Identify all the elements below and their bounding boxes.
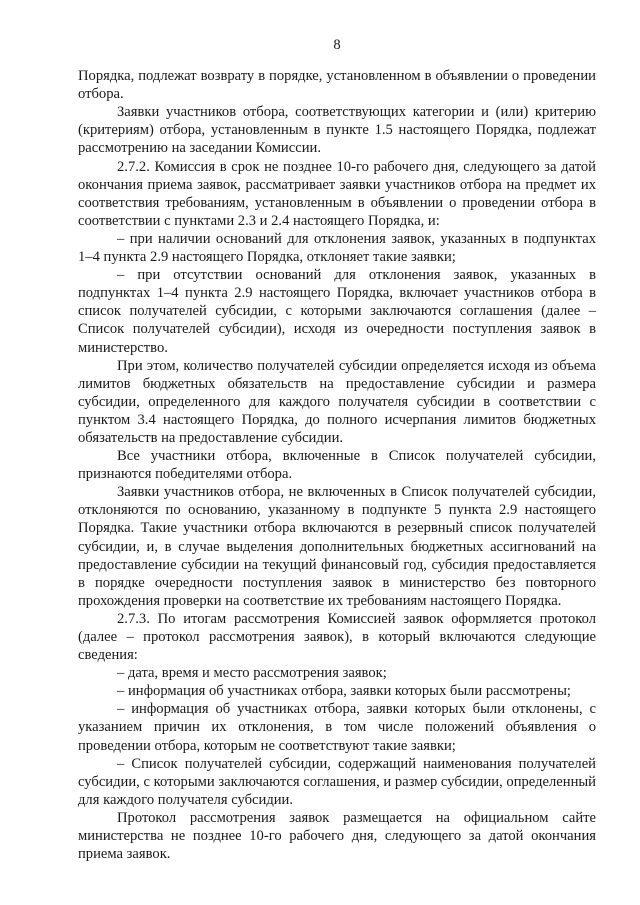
paragraph-section-2-7-3: 2.7.3. По итогам рассмотрения Комиссией заявок оформляется протокол (далее – протокол рассмотрения заявок), в который включаются следующие сведения:	[78, 610, 596, 664]
paragraph-reserve-list: Заявки участников отбора, не включенных в Список получателей субсидии, отклоняются по основанию, указанному в подпункте 5 пункта 2.9 настоящего Порядка. Такие участники отбора включаются в резервный список получателей субсидии, и, в случае выделения дополнительных бюджетных ассигнований на предоставление субсидии на текущий финансовый год, субсидия предоставляется в порядке очередности поступления заявок в министерство без повторного прохождения проверки на соответствие их требованиям настоящего Порядка.	[78, 484, 596, 609]
list-item-rejection-grounds: – при наличии оснований для отклонения заявок, указанных в подпунктах 1–4 пункта 2.9 настоящего Порядка, отклоняет такие заявки;	[78, 230, 596, 266]
paragraph-recipient-count: При этом, количество получателей субсидии определяется исходя из объема лимитов бюджетных обязательств на предоставление субсидии и размера субсидии, определенного для каждого получателя субсидии в соответствии с пунктом 3.4 настоящего Порядка, до полного исчерпания лимитов бюджетных обязательств на предоставление субсидии.	[78, 357, 596, 446]
document-page	[78, 36, 596, 863]
paragraph-winners: Все участники отбора, включенные в Список получателей субсидии, признаются победителями отбора.	[78, 448, 596, 483]
page-number: 8	[333, 37, 341, 53]
paragraph-continuation: Порядка, подлежат возврату в порядке, установленном в объявлении о проведении отбора.	[78, 68, 596, 103]
list-item-date-time-place: – дата, время и место рассмотрения заявок;	[117, 665, 387, 682]
paragraph-section-2-7-2: 2.7.2. Комиссия в срок не позднее 10-го рабочего дня, следующего за датой окончания приема заявок, рассматривает заявки участников отбора на предмет их соответствия требованиям, установленным в объявлении о проведении отбора в соответствии с пунктами 2.3 и 2.4 настоящего Порядка, и:	[78, 158, 596, 229]
list-item-reviewed-participants: – информация об участниках отбора, заявки которых были рассмотрены;	[117, 683, 571, 700]
paragraph-applications-review: Заявки участников отбора, соответствующих категории и (или) критерию (критериям) отбора, установленным в пункте 1.5 настоящего Порядка, подлежат рассмотрению на заседании Комиссии.	[78, 104, 596, 157]
paragraph-protocol-publication: Протокол рассмотрения заявок размещается на официальном сайте министерства не позднее 10-го рабочего дня, следующего за датой окончания приема заявок.	[78, 809, 596, 863]
list-item-recipient-list: – Список получателей субсидии, содержащий наименования получателей субсидии, с которыми заключаются соглашения, и размер субсидии, определенный для каждого получателя субсидии.	[78, 755, 596, 808]
list-item-no-rejection-grounds: – при отсутствии оснований для отклонения заявок, указанных в подпунктах 1–4 пункта 2.9 настоящего Порядка, включает участников отбора в список получателей субсидии, с которыми заключаются соглашения (далее – Список получателей субсидии), исходя из очередности поступления заявок в министерство.	[78, 267, 596, 356]
list-item-rejected-participants: – информация об участниках отбора, заявки которых были отклонены, с указанием причин их отклонения, в том числе положений объявления о проведении отбора, которым не соответствуют такие заявки;	[78, 701, 596, 754]
